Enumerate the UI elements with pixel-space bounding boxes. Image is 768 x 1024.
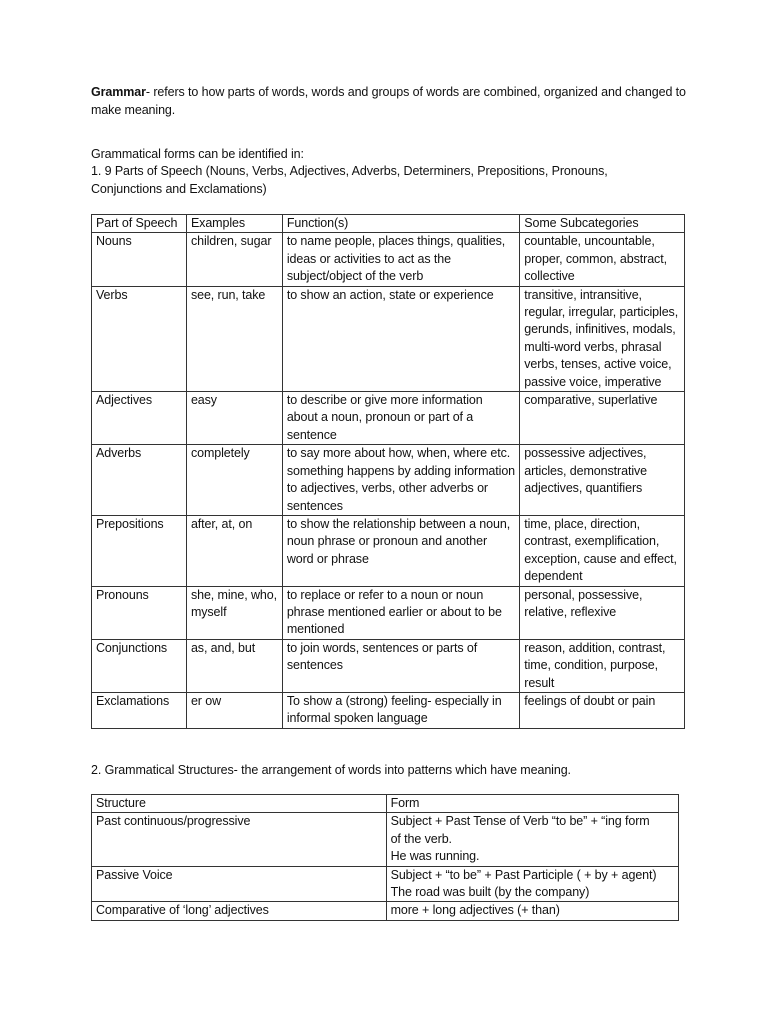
table-cell: comparative, superlative [520,392,685,445]
table-cell: feelings of doubt or pain [520,692,685,728]
table-header-row [92,215,685,233]
table-cell: Nouns [92,233,187,286]
table-cell: er ow [186,692,282,728]
table-cell: children, sugar [186,233,282,286]
table-cell: Verbs [92,286,187,391]
table-cell: to join words, sentences or parts of sentences [282,639,519,692]
table-cell: to say more about how, when, where etc. something happens by adding information to adjectives, verbs, other adverbs or sentences [282,445,519,516]
header-cell: Part of Speech [92,215,187,233]
table-cell: transitive, intransitive, regular, irregular, participles, gerunds, infinitives, modals, multi-word verbs, phrasal verbs, tenses, active voice, passive voice, imperative [520,286,685,391]
table-cell: see, run, take [186,286,282,391]
table-cell: easy [186,392,282,445]
form-line: The road was built (by the company) [390,885,590,900]
table-cell: reason, addition, contrast, time, condition, purpose, result [520,639,685,692]
grammar-definition [91,84,691,119]
structures-heading: 2. Grammatical Structures- the arrangement of words into patterns which have meaning. [91,763,571,777]
grammar-term: Grammar [91,85,146,99]
table-row [92,286,685,391]
table-cell: Passive Voice [92,866,387,902]
grammatical-structures-table [91,794,679,921]
grammar-definition-text: - refers to how parts of words, words and groups of words are combined, organized and changed to make meaning. [91,85,686,117]
table-row [92,445,685,516]
table-header-row [92,795,679,813]
forms-heading: Grammatical forms can be identified in: [91,147,304,161]
form-line: more + long adjectives (+ than) [390,903,560,918]
table-row [92,233,685,286]
table-cell: Pronouns [92,586,187,639]
table-row [92,639,685,692]
table-cell: to show the relationship between a noun, noun phrase or pronoun and another word or phrase [282,515,519,586]
table-row [92,586,685,639]
table-cell: possessive adjectives, articles, demonstrative adjectives, quantifiers [520,445,685,516]
table-cell: Conjunctions [92,639,187,692]
form-line: Subject + “to be” + Past Participle ( + by + agent) [390,867,657,882]
table-cell: Adjectives [92,392,187,445]
table-cell [386,813,678,866]
table-row [92,813,679,866]
table-row [92,902,679,920]
table-cell: to replace or refer to a noun or noun phrase mentioned earlier or about to be mentioned [282,586,519,639]
header-cell: Structure [92,795,387,813]
table-cell: Adverbs [92,445,187,516]
form-line: of the verb. [390,831,452,846]
table-cell [386,902,678,920]
table-cell: completely [186,445,282,516]
table-cell: Prepositions [92,515,187,586]
header-cell: Examples [186,215,282,233]
table-row [92,392,685,445]
table-cell: Comparative of ‘long’ adjectives [92,902,387,920]
header-cell: Some Subcategories [520,215,685,233]
header-cell: Form [386,795,678,813]
table-cell: Exclamations [92,692,187,728]
table-cell: countable, uncountable, proper, common, abstract, collective [520,233,685,286]
table-cell: after, at, on [186,515,282,586]
table-cell: she, mine, who, myself [186,586,282,639]
table-cell: time, place, direction, contrast, exemplification, exception, cause and effect, dependent [520,515,685,586]
table-cell: To show a (strong) feeling- especially in informal spoken language [282,692,519,728]
parts-of-speech-table [91,214,685,729]
forms-item-1: 1. 9 Parts of Speech (Nouns, Verbs, Adjectives, Adverbs, Determiners, Prepositions, Pronouns, Conjunctions and Exclamations) [91,164,608,196]
table-cell [386,866,678,902]
table-cell: to show an action, state or experience [282,286,519,391]
form-line: Subject + Past Tense of Verb “to be” + “ing form [390,814,650,829]
table-cell: Past continuous/progressive [92,813,387,866]
table-row [92,866,679,902]
form-line: He was running. [390,849,480,864]
table-cell: as, and, but [186,639,282,692]
table-cell: to name people, places things, qualities, ideas or activities to act as the subject/object of the verb [282,233,519,286]
header-cell: Function(s) [282,215,519,233]
table-row [92,515,685,586]
table-row [92,692,685,728]
table-cell: to describe or give more information about a noun, pronoun or part of a sentence [282,392,519,445]
table-cell: personal, possessive, relative, reflexive [520,586,685,639]
